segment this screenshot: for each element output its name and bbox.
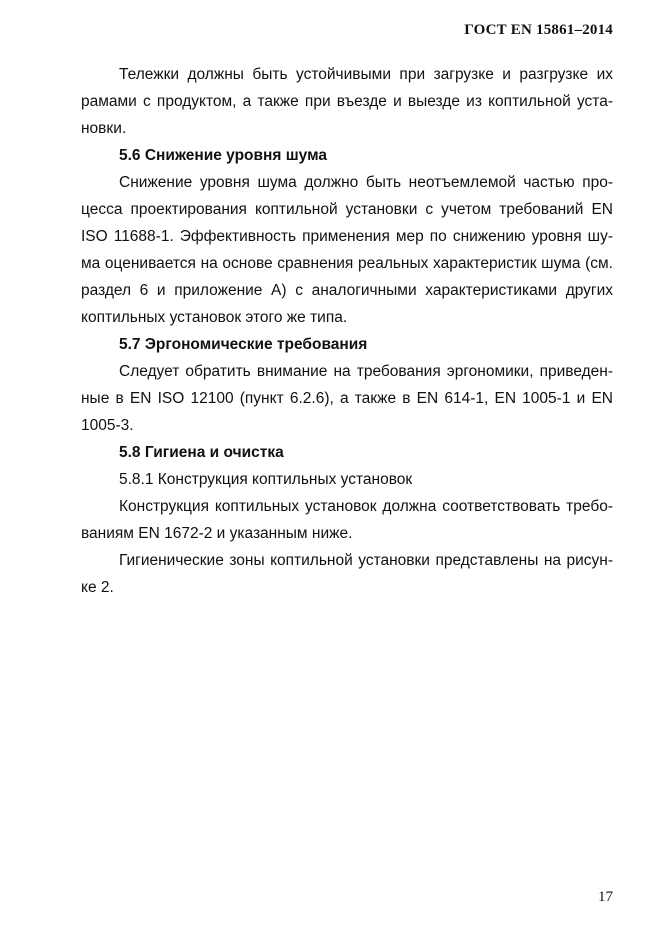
body-line: рамами с продуктом, а также при въезде и выезде из коптильной уста-	[81, 93, 613, 110]
section-heading-5-8: 5.8 Гигиена и очистка	[119, 444, 284, 461]
section-heading-5-6: 5.6 Снижение уровня шума	[119, 147, 327, 164]
body-line: ма оценивается на основе сравнения реальных характеристик шума (см.	[81, 255, 613, 272]
body-line: цесса проектирования коптильной установки с учетом требований EN	[81, 201, 613, 218]
body-line: ные в EN ISO 12100 (пункт 6.2.6), а также в EN 614-1, EN 1005-1 и EN	[81, 390, 613, 407]
body-line: Гигиенические зоны коптильной установки представлены на рисун-	[119, 552, 613, 569]
body-line: 1005-3.	[81, 417, 134, 434]
subsection-heading-5-8-1: 5.8.1 Конструкция коптильных установок	[119, 471, 413, 488]
body-line: Следует обратить внимание на требования эргономики, приведен-	[119, 363, 613, 380]
body-line: Тележки должны быть устойчивыми при загрузке и разгрузке их	[119, 66, 613, 83]
page-content	[81, 61, 613, 601]
body-line: ISO 11688-1. Эффективность применения мер по снижению уровня шу-	[81, 228, 613, 245]
body-line: раздел 6 и приложение А) с аналогичными характеристиками других	[81, 282, 613, 299]
body-line: ваниям EN 1672-2 и указанным ниже.	[81, 525, 353, 542]
body-line: Конструкция коптильных установок должна соответствовать требо-	[119, 498, 613, 515]
page-number: 17	[598, 889, 613, 905]
body-line: новки.	[81, 120, 127, 137]
body-line: ке 2.	[81, 579, 114, 596]
section-heading-5-7: 5.7 Эргономические требования	[119, 336, 368, 353]
body-line: коптильных установок этого же типа.	[81, 309, 348, 326]
body-line: Снижение уровня шума должно быть неотъемлемой частью про-	[119, 174, 613, 191]
document-code-header: ГОСТ EN 15861–2014	[464, 22, 613, 38]
